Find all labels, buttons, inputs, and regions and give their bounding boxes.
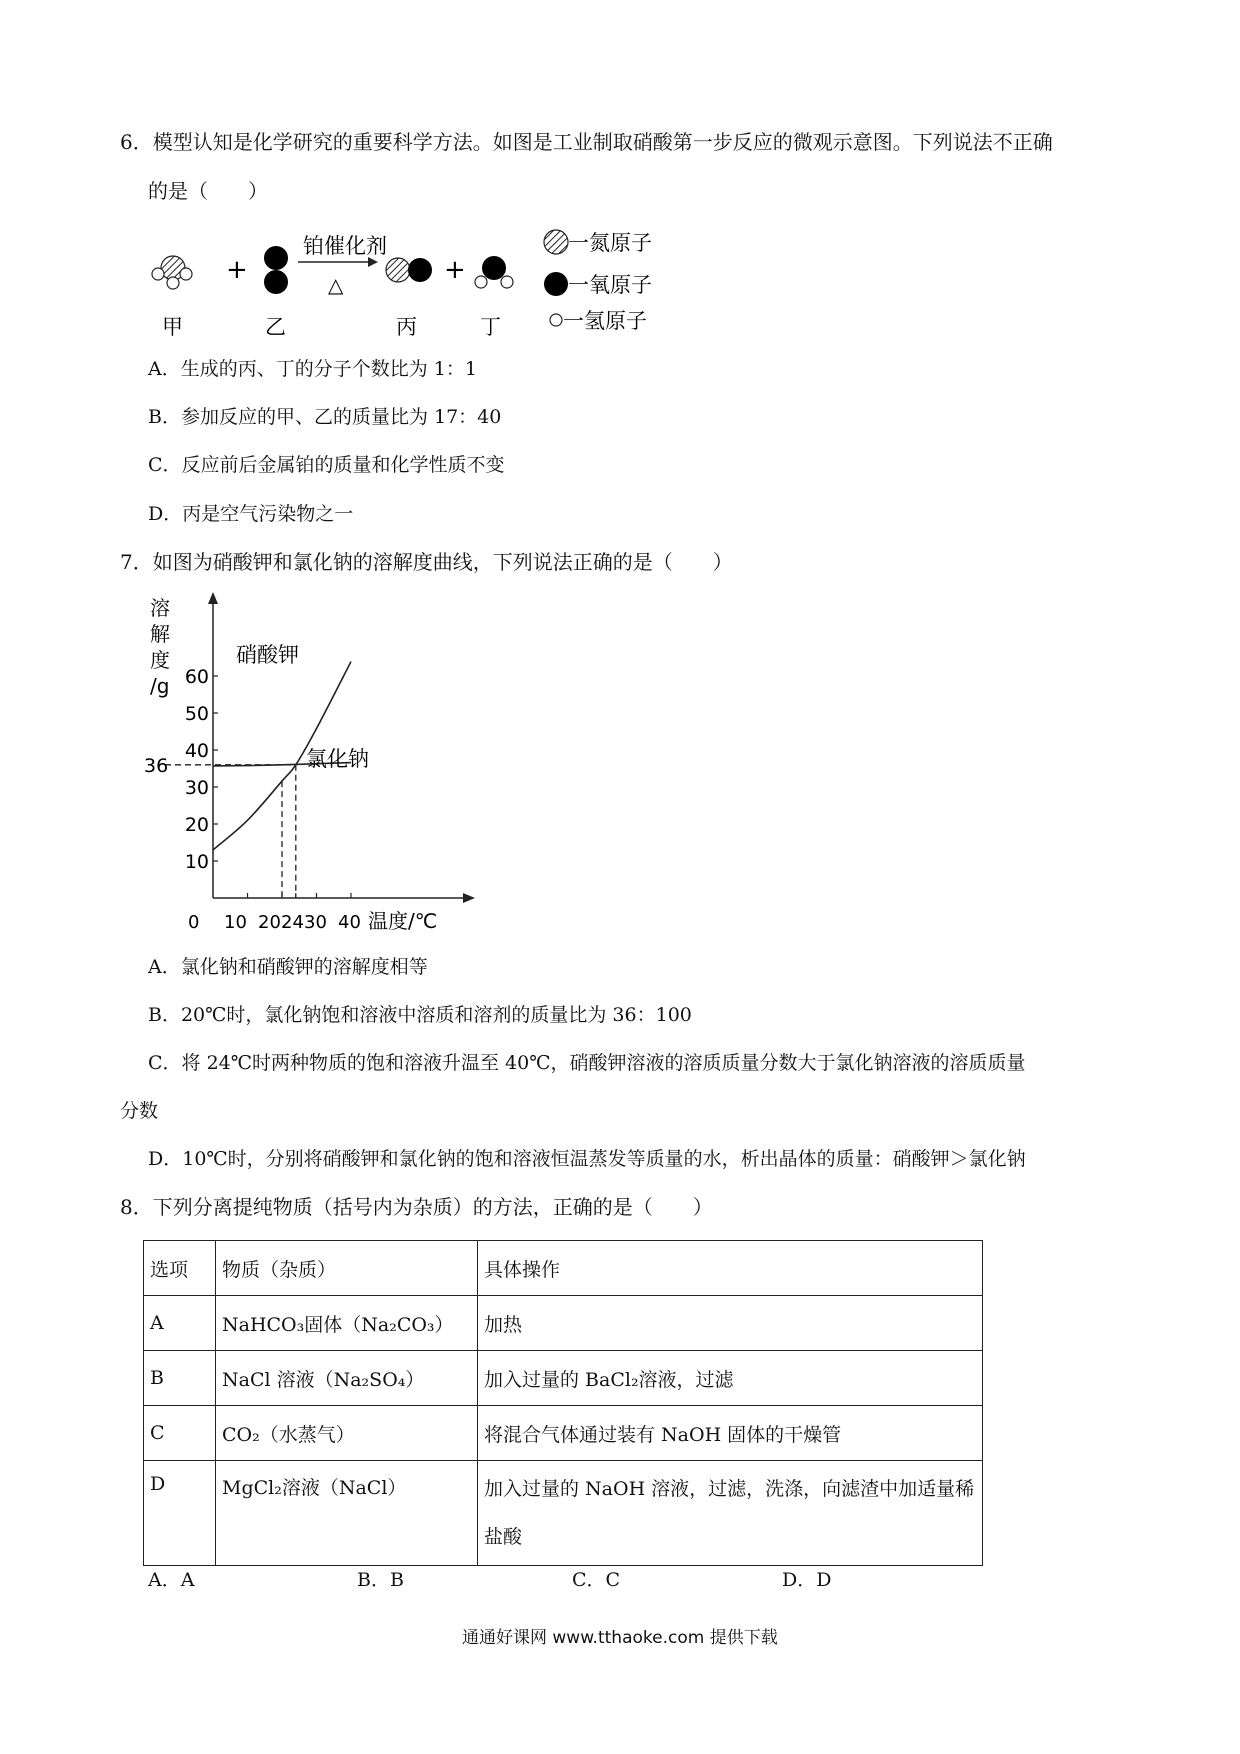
q6-option-a: A．生成的丙、丁的分子个数比为 1：1: [148, 358, 477, 380]
x-axis-title: 温度/℃: [368, 909, 438, 933]
table-cell: NaCl 溶液（Na₂SO₄）: [216, 1351, 478, 1406]
legend-hydrogen-label: 一氢原子: [563, 309, 647, 333]
q7-stem: 7．如图为硝酸钾和氯化钠的溶解度曲线，下列说法正确的是（ ）: [120, 550, 733, 574]
x-tick-label: 0: [188, 912, 200, 933]
legend-oxygen: [544, 272, 652, 297]
solubility-chart: [140, 590, 500, 940]
guide-label-36: 36: [144, 754, 169, 777]
table-cell: A: [144, 1296, 216, 1351]
y-axis-title: [150, 596, 170, 698]
table-header-row: [144, 1241, 983, 1296]
legend-hydrogen: [550, 309, 647, 333]
plus-sign-2: +: [444, 255, 466, 285]
q7-option-d: D．10℃时，分别将硝酸钾和氯化钠的饱和溶液恒温蒸发等质量的水，析出晶体的质量：硝酸钾＞氯化钠: [148, 1148, 1026, 1170]
q8-option-d: D．D: [782, 1569, 832, 1591]
table-cell: D: [144, 1461, 216, 1566]
table-row: [144, 1351, 983, 1406]
q6-option-d: D．丙是空气污染物之一: [148, 503, 354, 525]
molecule-bing: [386, 258, 432, 282]
table-cell: C: [144, 1406, 216, 1461]
y-tick-label: 50: [184, 703, 209, 725]
catalyst-label: 铂催化剂: [303, 234, 387, 258]
molecule-ding: [475, 256, 513, 288]
x-tick-label: 40: [338, 912, 361, 933]
label-bing: 丙: [396, 315, 417, 339]
series-nacl-label: 氯化钠: [306, 747, 369, 771]
x-tick-label: 20: [258, 912, 281, 933]
table-header-cell: 选项: [144, 1241, 216, 1296]
q6-option-c: C．反应前后金属铂的质量和化学性质不变: [148, 454, 505, 476]
x-tick-label: 30: [304, 912, 327, 933]
label-jia: 甲: [162, 315, 183, 339]
y-tick-label: 10: [184, 851, 209, 873]
legend-nitrogen-label: 一氮原子: [568, 231, 652, 255]
x-axis-arrow: [463, 893, 475, 903]
y-tick-label: 20: [184, 814, 209, 836]
q6-stem-line1: 6．模型认知是化学研究的重要科学方法。如图是工业制取硝酸第一步反应的微观示意图。下列说法不正确: [120, 130, 1053, 154]
plus-sign-1: +: [226, 255, 248, 285]
q7-option-a: A．氯化钠和硝酸钾的溶解度相等: [148, 956, 428, 978]
legend-nitrogen: [544, 230, 652, 255]
heat-symbol: △: [328, 273, 344, 297]
table-cell: MgCl₂溶液（NaCl）: [216, 1461, 478, 1566]
q8-option-a: A．A: [148, 1569, 195, 1591]
table-row: [144, 1296, 983, 1351]
reaction-diagram: [140, 212, 760, 342]
table-cell: 加入过量的 NaOH 溶液，过滤，洗涤，向滤渣中加适量稀盐酸: [478, 1461, 983, 1566]
table-cell: CO₂（水蒸气）: [216, 1406, 478, 1461]
table-row: [144, 1406, 983, 1461]
table-cell: 加入过量的 BaCl₂溶液，过滤: [478, 1351, 983, 1406]
label-yi: 乙: [265, 315, 286, 339]
x-tick-label: 10: [224, 912, 247, 933]
q8-stem: 8．下列分离提纯物质（括号内为杂质）的方法，正确的是（ ）: [120, 1195, 713, 1219]
table-cell: 将混合气体通过装有 NaOH 固体的干燥管: [478, 1406, 983, 1461]
y-axis-arrow: [208, 592, 218, 604]
table-header-cell: 物质（杂质）: [216, 1241, 478, 1296]
molecule-jia: [152, 256, 192, 289]
q7-option-b: B．20℃时，氯化钠饱和溶液中溶质和溶剂的质量比为 36：100: [148, 1004, 692, 1026]
q7-option-c: C．将 24℃时两种物质的饱和溶液升温至 40℃，硝酸钾溶液的溶质质量分数大于氯化钠溶液的溶质质量: [148, 1052, 1026, 1074]
x-tick-label: 24: [281, 912, 304, 933]
svg-text:溶解度/g: 溶解度/g: [150, 596, 170, 698]
y-tick-label: 30: [184, 777, 209, 799]
q8-option-b: B．B: [357, 1569, 404, 1591]
q7-option-c-continued: 分数: [120, 1100, 159, 1122]
q6-stem-line2: 的是（ ）: [148, 179, 268, 203]
page-footer: 通通好课网 www.tthaoke.com 提供下载: [462, 1628, 778, 1648]
table-header-cell: 具体操作: [478, 1241, 983, 1296]
label-ding: 丁: [480, 315, 501, 339]
table-row: [144, 1461, 983, 1566]
y-tick-label: 60: [184, 666, 209, 688]
q8-option-c: C．C: [572, 1569, 621, 1591]
legend-oxygen-label: 一氧原子: [568, 273, 652, 297]
separation-table: [143, 1240, 983, 1566]
table-cell: 加热: [478, 1296, 983, 1351]
table-cell: NaHCO₃固体（Na₂CO₃）: [216, 1296, 478, 1351]
table-cell: B: [144, 1351, 216, 1406]
q6-option-b: B．参加反应的甲、乙的质量比为 17：40: [148, 406, 502, 428]
y-tick-label: 40: [184, 740, 209, 762]
series-kno3-label: 硝酸钾: [236, 643, 299, 667]
molecule-yi: [264, 246, 288, 294]
